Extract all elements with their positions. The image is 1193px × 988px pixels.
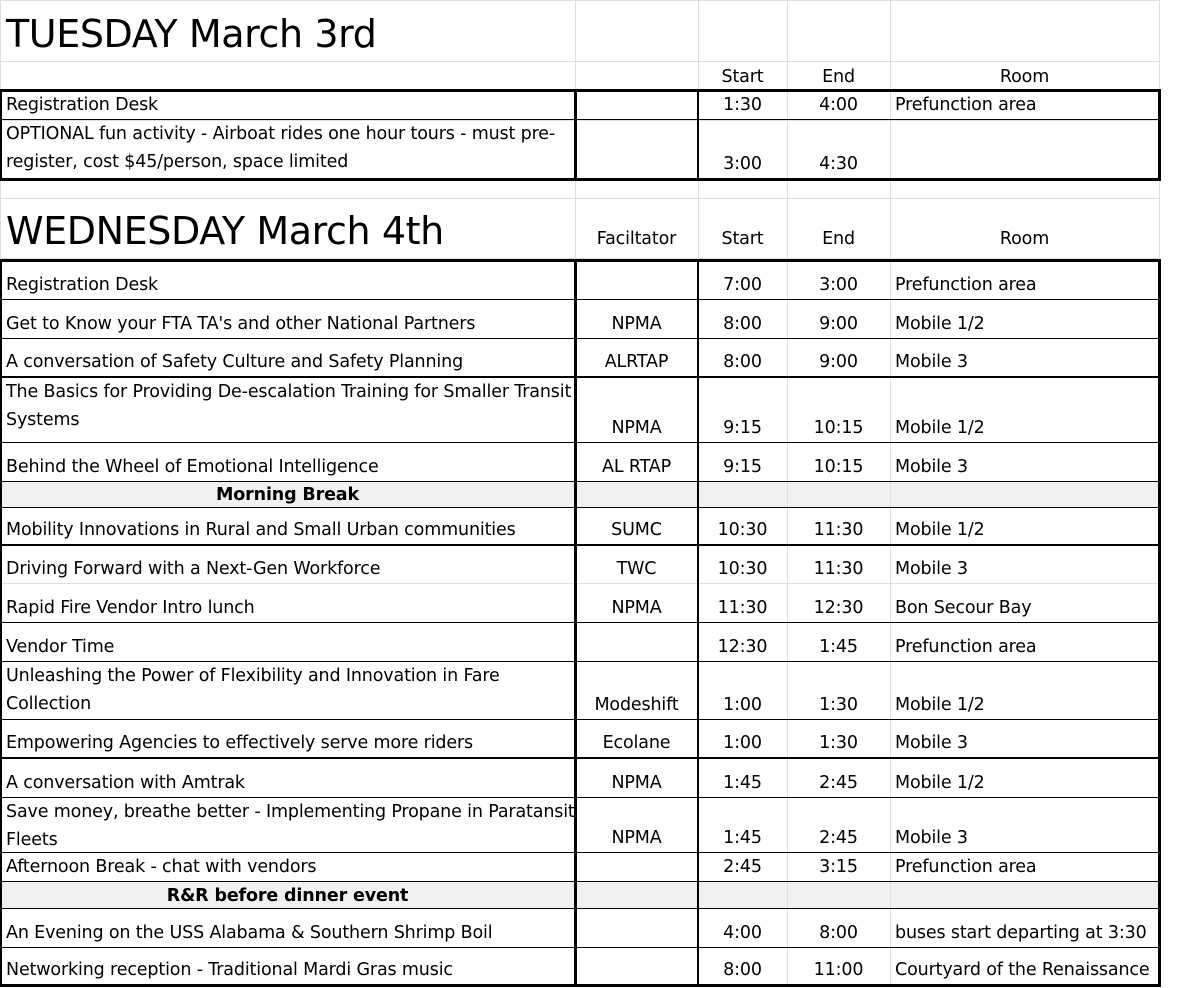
start-time-cell: 1:30 (723, 95, 762, 115)
session-title: OPTIONAL fun activity - Airboat rides one hour tours - must pre- (6, 124, 556, 144)
session-title: Get to Know your FTA TA's and other National Partners (6, 314, 476, 334)
room-cell: Prefunction area (895, 857, 1037, 877)
end-time-cell: 3:00 (819, 275, 858, 295)
border (0, 544, 1161, 546)
column-header-start: Start (721, 229, 764, 249)
column-header-room: Room (999, 67, 1050, 87)
border (0, 661, 1161, 662)
border (0, 89, 2, 181)
room-cell: Mobile 1/2 (895, 695, 985, 715)
end-time-cell: 11:30 (813, 520, 864, 540)
facilitator-cell: NPMA (611, 598, 662, 618)
session-title: Systems (6, 410, 80, 430)
border (0, 481, 1161, 482)
border (0, 338, 1161, 339)
start-time-cell: 10:30 (717, 559, 768, 579)
session-title: Registration Desk (6, 275, 159, 295)
day-title: WEDNESDAY March 4th (6, 209, 444, 253)
facilitator-cell: NPMA (611, 418, 662, 438)
room-cell: Mobile 3 (895, 352, 968, 372)
facilitator-cell: TWC (616, 559, 657, 579)
room-cell: Mobile 3 (895, 457, 968, 477)
end-time-cell: 9:00 (819, 352, 858, 372)
session-title: Fleets (6, 830, 58, 850)
break-row-label: R&R before dinner event (166, 886, 409, 906)
start-time-cell: 2:45 (723, 857, 762, 877)
border (0, 757, 1161, 759)
start-time-cell: 12:30 (717, 637, 768, 657)
session-title: An Evening on the USS Alabama & Southern Shrimp Boil (6, 923, 493, 943)
room-cell: Mobile 3 (895, 828, 968, 848)
session-title: Unleashing the Power of Flexibility and Innovation in Fare (6, 666, 500, 686)
gridline-horizontal (0, 61, 1159, 62)
end-time-cell: 1:30 (819, 733, 858, 753)
border (0, 719, 1161, 720)
border (0, 947, 1161, 948)
room-cell: Prefunction area (895, 637, 1037, 657)
column-header-room: Room (999, 229, 1050, 249)
session-title: Collection (6, 694, 92, 714)
start-time-cell: 8:00 (723, 960, 762, 980)
gridline-vertical (890, 0, 891, 986)
gridline-horizontal (0, 0, 1159, 1)
border (1158, 259, 1161, 987)
end-time-cell: 3:15 (819, 857, 858, 877)
start-time-cell: 9:15 (723, 418, 762, 438)
facilitator-cell: NPMA (611, 828, 662, 848)
facilitator-cell: Modeshift (594, 695, 679, 715)
start-time-cell: 4:00 (723, 923, 762, 943)
border (0, 178, 1161, 181)
room-cell: Prefunction area (895, 275, 1037, 295)
gridline-horizontal (0, 120, 1159, 121)
session-title: Registration Desk (6, 95, 159, 115)
border (0, 259, 2, 987)
border (1158, 89, 1161, 181)
session-title: Save money, breathe better - Implementing Propane in Paratansit (6, 802, 575, 822)
facilitator-cell: AL RTAP (602, 457, 671, 477)
session-title: A conversation with Amtrak (6, 773, 245, 793)
start-time-cell: 1:45 (723, 828, 762, 848)
border (0, 119, 1161, 120)
end-time-cell: 4:30 (819, 154, 858, 174)
start-time-cell: 10:30 (717, 520, 768, 540)
border (0, 299, 1161, 300)
border (0, 507, 1161, 508)
facilitator-cell: ALRTAP (604, 352, 669, 372)
room-cell: Mobile 3 (895, 733, 968, 753)
room-cell: Courtyard of the Renaissance (895, 960, 1150, 980)
end-time-cell: 10:15 (813, 457, 864, 477)
session-title: Vendor Time (6, 637, 115, 657)
border (0, 442, 1161, 443)
column-header-end: End (822, 67, 855, 87)
end-time-cell: 1:30 (819, 695, 858, 715)
session-title: Behind the Wheel of Emotional Intelligence (6, 457, 379, 477)
facilitator-cell: SUMC (611, 520, 662, 540)
border (0, 89, 1161, 92)
room-cell: Mobile 1/2 (895, 418, 985, 438)
room-cell: Bon Secour Bay (895, 598, 1032, 618)
column-header-end: End (822, 229, 855, 249)
session-title: Mobility Innovations in Rural and Small Urban communities (6, 520, 516, 540)
start-time-cell: 8:00 (723, 314, 762, 334)
end-time-cell: 2:45 (819, 773, 858, 793)
facilitator-cell: NPMA (611, 773, 662, 793)
border (0, 622, 1161, 623)
start-time-cell: 7:00 (723, 275, 762, 295)
border (0, 797, 1161, 798)
start-time-cell: 9:15 (723, 457, 762, 477)
end-time-cell: 2:45 (819, 828, 858, 848)
border (0, 376, 1161, 378)
room-cell: buses start departing at 3:30 (895, 923, 1147, 943)
facilitator-cell: NPMA (611, 314, 662, 334)
border (574, 89, 577, 181)
start-time-cell: 3:00 (723, 154, 762, 174)
break-row-label: Morning Break (216, 485, 359, 505)
end-time-cell: 4:00 (819, 95, 858, 115)
end-time-cell: 11:30 (813, 559, 864, 579)
start-time-cell: 1:00 (723, 733, 762, 753)
day-title: TUESDAY March 3rd (6, 12, 377, 56)
room-cell: Mobile 3 (895, 559, 968, 579)
session-title: Afternoon Break - chat with vendors (6, 857, 317, 877)
session-title: Empowering Agencies to effectively serve more riders (6, 733, 474, 753)
session-title: Networking reception - Traditional Mardi Gras music (6, 960, 453, 980)
end-time-cell: 9:00 (819, 314, 858, 334)
start-time-cell: 1:45 (723, 773, 762, 793)
room-cell: Mobile 1/2 (895, 314, 985, 334)
border (0, 908, 1161, 909)
session-title: A conversation of Safety Culture and Safety Planning (6, 352, 464, 372)
session-title: register, cost $45/person, space limited (6, 152, 349, 172)
column-header-start: Start (721, 67, 764, 87)
column-header-facilitator: Faciltator (596, 229, 677, 249)
room-cell: Prefunction area (895, 95, 1037, 115)
end-time-cell: 11:00 (813, 960, 864, 980)
start-time-cell: 1:00 (723, 695, 762, 715)
end-time-cell: 12:30 (813, 598, 864, 618)
session-title: The Basics for Providing De-escalation Training for Smaller Transit (6, 382, 572, 402)
gridline-horizontal (0, 198, 1159, 199)
gridline-horizontal (0, 583, 1159, 584)
border (0, 984, 1161, 987)
session-title: Driving Forward with a Next-Gen Workforce (6, 559, 381, 579)
end-time-cell: 8:00 (819, 923, 858, 943)
room-cell: Mobile 1/2 (895, 773, 985, 793)
start-time-cell: 11:30 (717, 598, 768, 618)
border (0, 852, 1161, 853)
room-cell: Mobile 1/2 (895, 520, 985, 540)
end-time-cell: 1:45 (819, 637, 858, 657)
border (0, 259, 1161, 262)
border (0, 881, 1161, 882)
end-time-cell: 10:15 (813, 418, 864, 438)
facilitator-cell: Ecolane (602, 733, 671, 753)
start-time-cell: 8:00 (723, 352, 762, 372)
session-title: Rapid Fire Vendor Intro lunch (6, 598, 255, 618)
